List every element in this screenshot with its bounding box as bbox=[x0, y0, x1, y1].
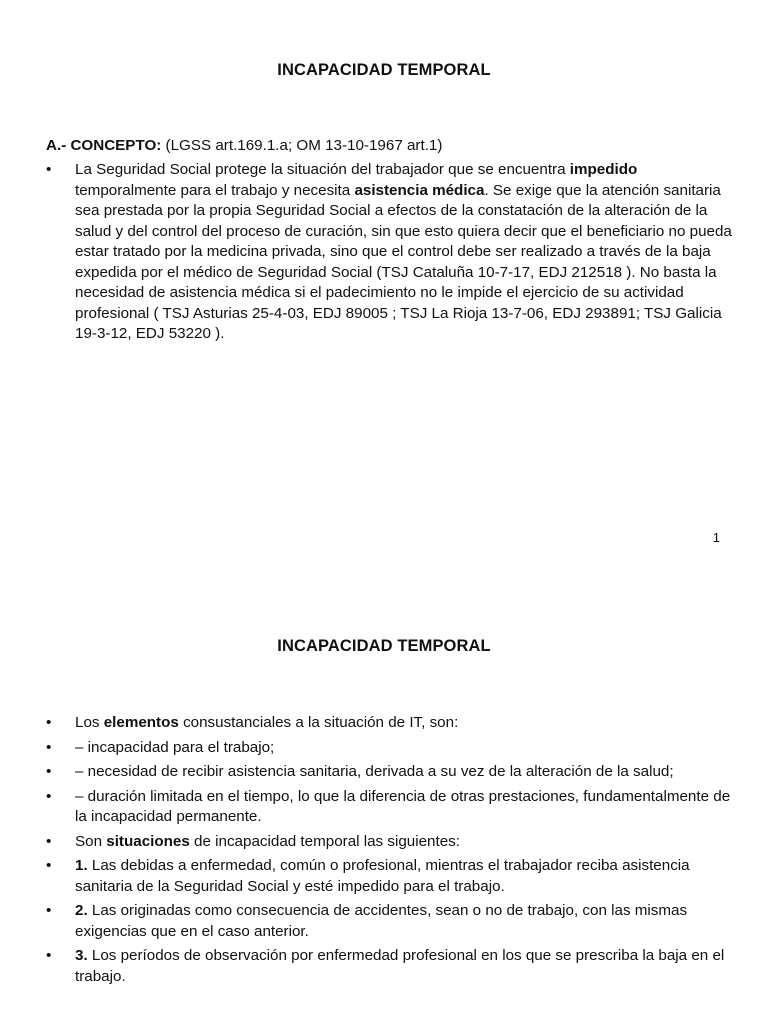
section-references: (LGSS art.169.1.a; OM 13-10-1967 art.1) bbox=[161, 137, 443, 154]
list-item bbox=[46, 832, 736, 853]
item-text-pre: – necesidad de recibir asistencia sanitaria, derivada a su vez de la alteración de la salud; bbox=[75, 763, 674, 780]
emphasis-impedido: impedido bbox=[569, 161, 638, 178]
bullet-marker: • bbox=[46, 161, 52, 178]
item-text-bold: elementos bbox=[103, 714, 179, 731]
list-item bbox=[46, 160, 736, 345]
list-item bbox=[46, 901, 736, 942]
bullet-marker: • bbox=[46, 738, 52, 756]
elements-list bbox=[46, 713, 736, 991]
section-heading bbox=[46, 136, 746, 157]
item-text-bold: 3. bbox=[75, 947, 88, 964]
item-text-post: Las debidas a enfermedad, común o profesional, mientras el trabajador reciba asistencia sanitaria de la Seguridad Social y esté impedido para el trabajo. bbox=[75, 857, 690, 895]
bullet-marker: • bbox=[46, 902, 52, 919]
item-text-pre: Son bbox=[75, 832, 107, 850]
list-item bbox=[46, 787, 736, 828]
bullet-marker: • bbox=[46, 947, 52, 964]
item-text-post: Las originadas como consecuencia de accidentes, sean o no de trabajo, con las mismas exigencias que en el caso anterior. bbox=[75, 902, 688, 940]
concept-list bbox=[46, 160, 736, 345]
paragraph-text-2: temporalmente para el trabajo y necesita bbox=[75, 181, 355, 199]
item-text-bold: 1. bbox=[75, 857, 88, 874]
list-item bbox=[46, 946, 736, 987]
section-label: A.- CONCEPTO: bbox=[46, 137, 162, 154]
list-item bbox=[46, 856, 736, 897]
item-text-pre: – duración limitada en el tiempo, lo que la diferencia de otras prestaciones, fundamentalmente de la incapacidad permanente. bbox=[75, 787, 731, 825]
paragraph-text-1: La Seguridad Social protege la situación del trabajador que se encuentra bbox=[75, 161, 570, 178]
bullet-marker: • bbox=[46, 787, 52, 805]
item-text-post: Los períodos de observación por enfermedad profesional en los que se prescriba la baja en el trabajo. bbox=[75, 947, 725, 985]
item-text-pre: – incapacidad para el trabajo; bbox=[75, 738, 275, 756]
list-item bbox=[46, 738, 736, 759]
item-text-pre: Los bbox=[75, 714, 104, 731]
page-title: INCAPACIDAD TEMPORAL bbox=[277, 61, 491, 79]
list-item bbox=[46, 713, 736, 734]
paragraph-text-3: . Se exige que la atención sanitaria sea prestada por la propia Seguridad Social a efectos de la constatación de la alteración de la salud y del control del proceso de curación, sin que esto quiera decir que el beneficiario no pueda estar tratado por la medicina privada, sino que el control debe ser realizado a través de la baja expedida por el médico de Seguridad Social (TSJ Cataluña 10-7-17, EDJ 212518 ). No basta la necesidad de asistencia médica si el padecimiento no le impide el ejercicio de su actividad profesional ( TSJ Asturias 25-4-03, EDJ 89005 ; TSJ La Rioja 13-7-06, EDJ 293891; TSJ Galicia 19-3-12, EDJ 53220 ). bbox=[75, 181, 732, 342]
item-text-post: de incapacidad temporal las siguientes: bbox=[189, 832, 460, 850]
page-title: INCAPACIDAD TEMPORAL bbox=[277, 637, 491, 655]
document-page-2 bbox=[0, 580, 768, 1024]
page-number: 1 bbox=[712, 530, 720, 545]
item-text-post: consustanciales a la situación de IT, son: bbox=[178, 714, 459, 731]
bullet-marker: • bbox=[46, 763, 52, 780]
bullet-marker: • bbox=[46, 857, 52, 874]
bullet-marker: • bbox=[46, 714, 52, 731]
item-text-bold: 2. bbox=[75, 902, 88, 919]
item-text-bold: situaciones bbox=[106, 832, 190, 850]
bullet-marker: • bbox=[46, 832, 52, 850]
list-item bbox=[46, 762, 736, 783]
emphasis-asistencia-medica: asistencia médica bbox=[354, 181, 485, 199]
